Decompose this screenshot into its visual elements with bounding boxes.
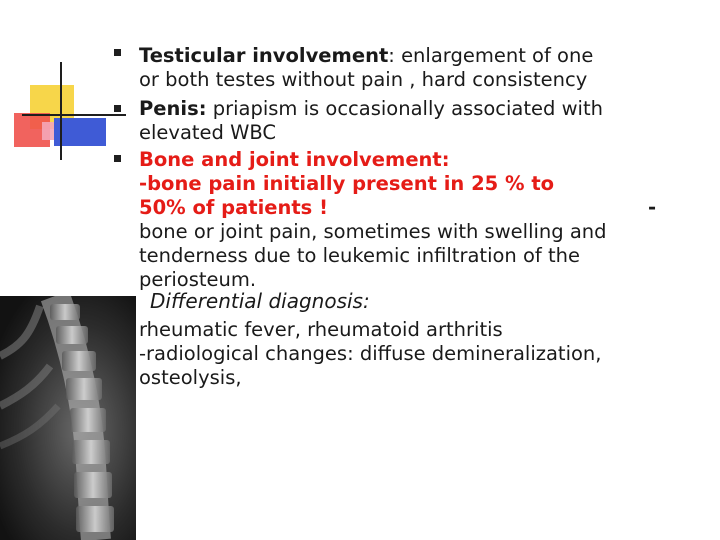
bullet-marker-3 <box>114 155 121 162</box>
bone-joint-heading: Bone and joint involvement: <box>139 148 450 171</box>
testicular-heading: Testicular involvement <box>139 44 389 67</box>
bullet-marker-2 <box>114 105 121 112</box>
decorative-horizontal-line <box>22 114 126 116</box>
spine-xray-image <box>0 296 136 540</box>
bone-joint-text-3: bone or joint pain, sometimes with swelling and <box>139 220 607 243</box>
bullet-1-line-1 <box>139 44 593 68</box>
bone-pain-red-line-2: 50% of patients ! <box>139 196 328 219</box>
bone-joint-text-4: tenderness due to leukemic infiltration of the <box>139 244 580 267</box>
differential-diagnosis-heading: Differential diagnosis: <box>150 289 370 313</box>
bullet-1-line-2: or both testes without pain , hard consistency <box>139 68 588 91</box>
differential-line-3: osteolysis, <box>139 366 242 389</box>
bone-joint-text-5: periosteum. <box>139 268 257 291</box>
dash-mark: - <box>648 196 657 219</box>
bullet-marker-1 <box>114 49 121 56</box>
bullet-2-line-2: elevated WBC <box>139 121 277 144</box>
penis-text-1: priapism is occasionally associated with <box>206 97 603 120</box>
bullet-2-line-1 <box>139 97 603 121</box>
testicular-text-1: : enlargement of one <box>388 44 594 67</box>
penis-heading: Penis: <box>139 97 207 120</box>
bone-pain-red-line-1: -bone pain initially present in 25 % to <box>139 172 555 195</box>
differential-line-2: -radiological changes: diffuse demineralization, <box>139 342 602 365</box>
differential-line-1: rheumatic fever, rheumatoid arthritis <box>139 318 503 341</box>
decorative-vertical-line <box>60 62 62 160</box>
